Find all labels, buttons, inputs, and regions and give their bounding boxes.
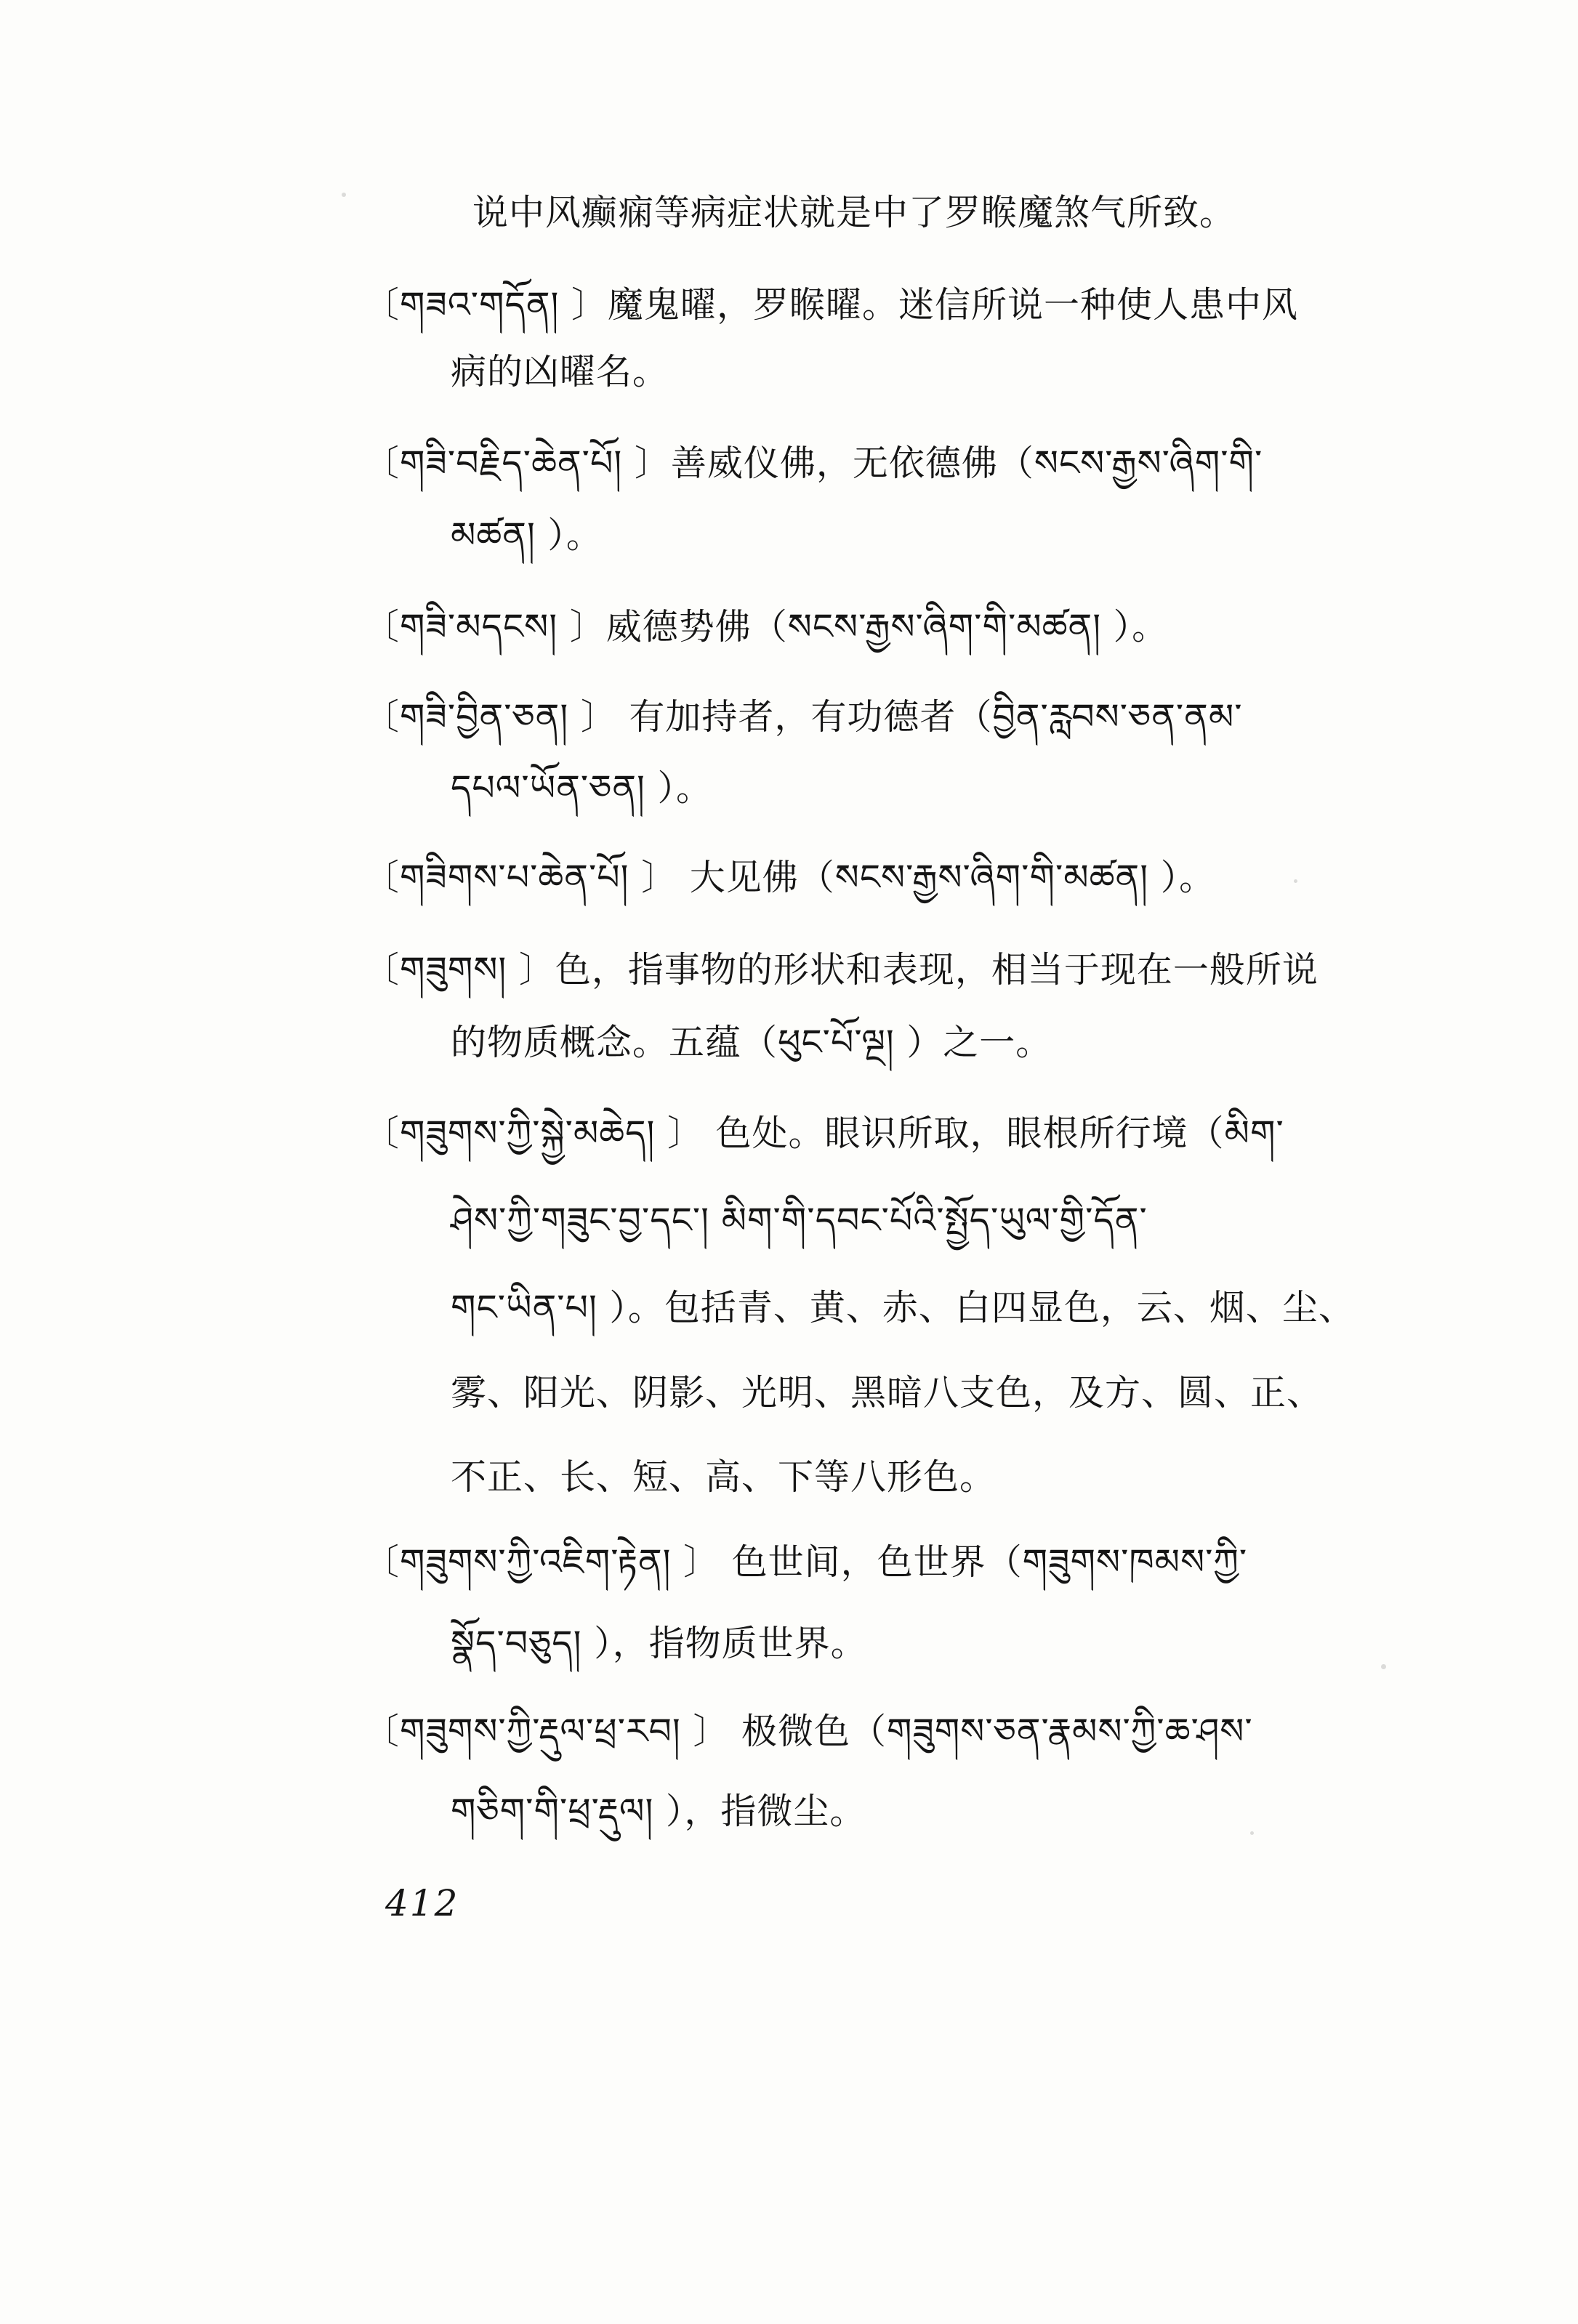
text-line: ཤེས་ཀྱི་གཟུང་བྱ་དང་། མིག་གི་དབང་པོའི་སྤྱོད་ཡུལ་གྱི་དོན་ (451, 1200, 1148, 1241)
entry-headword-line: 〔གཟུགས་ཀྱི་སྐྱེ་མཆེད། 〕 色处。眼识所取，眼根所行境（མིག་ (363, 1113, 1284, 1154)
text-line: གང་ཡིན་པ། ）。包括青、黄、赤、白四显色，云、烟、尘、 (451, 1287, 1355, 1328)
text-line: དཔལ་ཡོན་ཅན། ）。 (451, 767, 712, 809)
entry-headword-line: 〔གཟུགས་ཀྱི་རྡུལ་ཕྲ་རབ། 〕 极微色（གཟུགས་ཅན་རྣམས་ཀྱི་ཆ་ཤས་ (363, 1711, 1253, 1752)
entry-headword-line: 〔གཟུགས་ཀྱི་འཇིག་རྟེན། 〕 色世间，色世界（གཟུགས་ཁམས་ཀྱི་ (363, 1541, 1248, 1583)
page-number: 412 (385, 1882, 459, 1924)
text-line: སྣོད་བཅུད། ），指物质世界。 (451, 1623, 867, 1664)
entry-headword-line: 〔གཟི་མདངས། 〕威德势佛（སངས་རྒྱས་ཞིག་གི་མཚན། ）。 (363, 606, 1169, 647)
scan-speck (1250, 1831, 1254, 1835)
text-line: 说中风癫痫等病症状就是中了罗睺魔煞气所致。 (472, 192, 1236, 233)
text-line: མཚན། ）。 (451, 515, 603, 556)
entry-headword-line: 〔གཟི་བྱིན་ཅན། 〕 有加持者，有功德者（བྱིན་རླབས་ཅན་ནམ་ (363, 696, 1243, 738)
text-line: 的物质概念。五蕴（ཕུང་པོ་ལྔ། ）之一。 (451, 1022, 1052, 1063)
entry-headword-line: 〔གཟུགས། 〕色，指事物的形状和表现，相当于现在一般所说 (363, 949, 1319, 990)
scan-speck (1294, 879, 1297, 883)
entry-headword-line: 〔གཟའ་གདོན། 〕魔鬼曜，罗睺曜。迷信所说一种使人患中风 (363, 284, 1299, 326)
text-line: 病的凶曜名。 (451, 351, 669, 392)
text-line: གཅིག་གི་ཕྲ་རྡུལ། ），指微尘。 (451, 1791, 866, 1832)
entry-headword-line: 〔གཟི་བརྗིད་ཆེན་པོ། 〕善威仪佛，无依德佛（སངས་རྒྱས་ཞིག་གི་ (363, 443, 1263, 484)
text-line: 不正、长、短、高、下等八形色。 (451, 1456, 997, 1498)
scan-speck (1381, 1664, 1386, 1669)
text-line: 雾、阳光、阴影、光明、黑暗八支色，及方、圆、正、 (451, 1372, 1324, 1413)
scan-speck (342, 193, 346, 197)
entry-headword-line: 〔གཟིགས་པ་ཆེན་པོ། 〕 大见佛（སངས་རྒྱས་ཞིག་གི་མཚན། ）。 (363, 857, 1216, 898)
